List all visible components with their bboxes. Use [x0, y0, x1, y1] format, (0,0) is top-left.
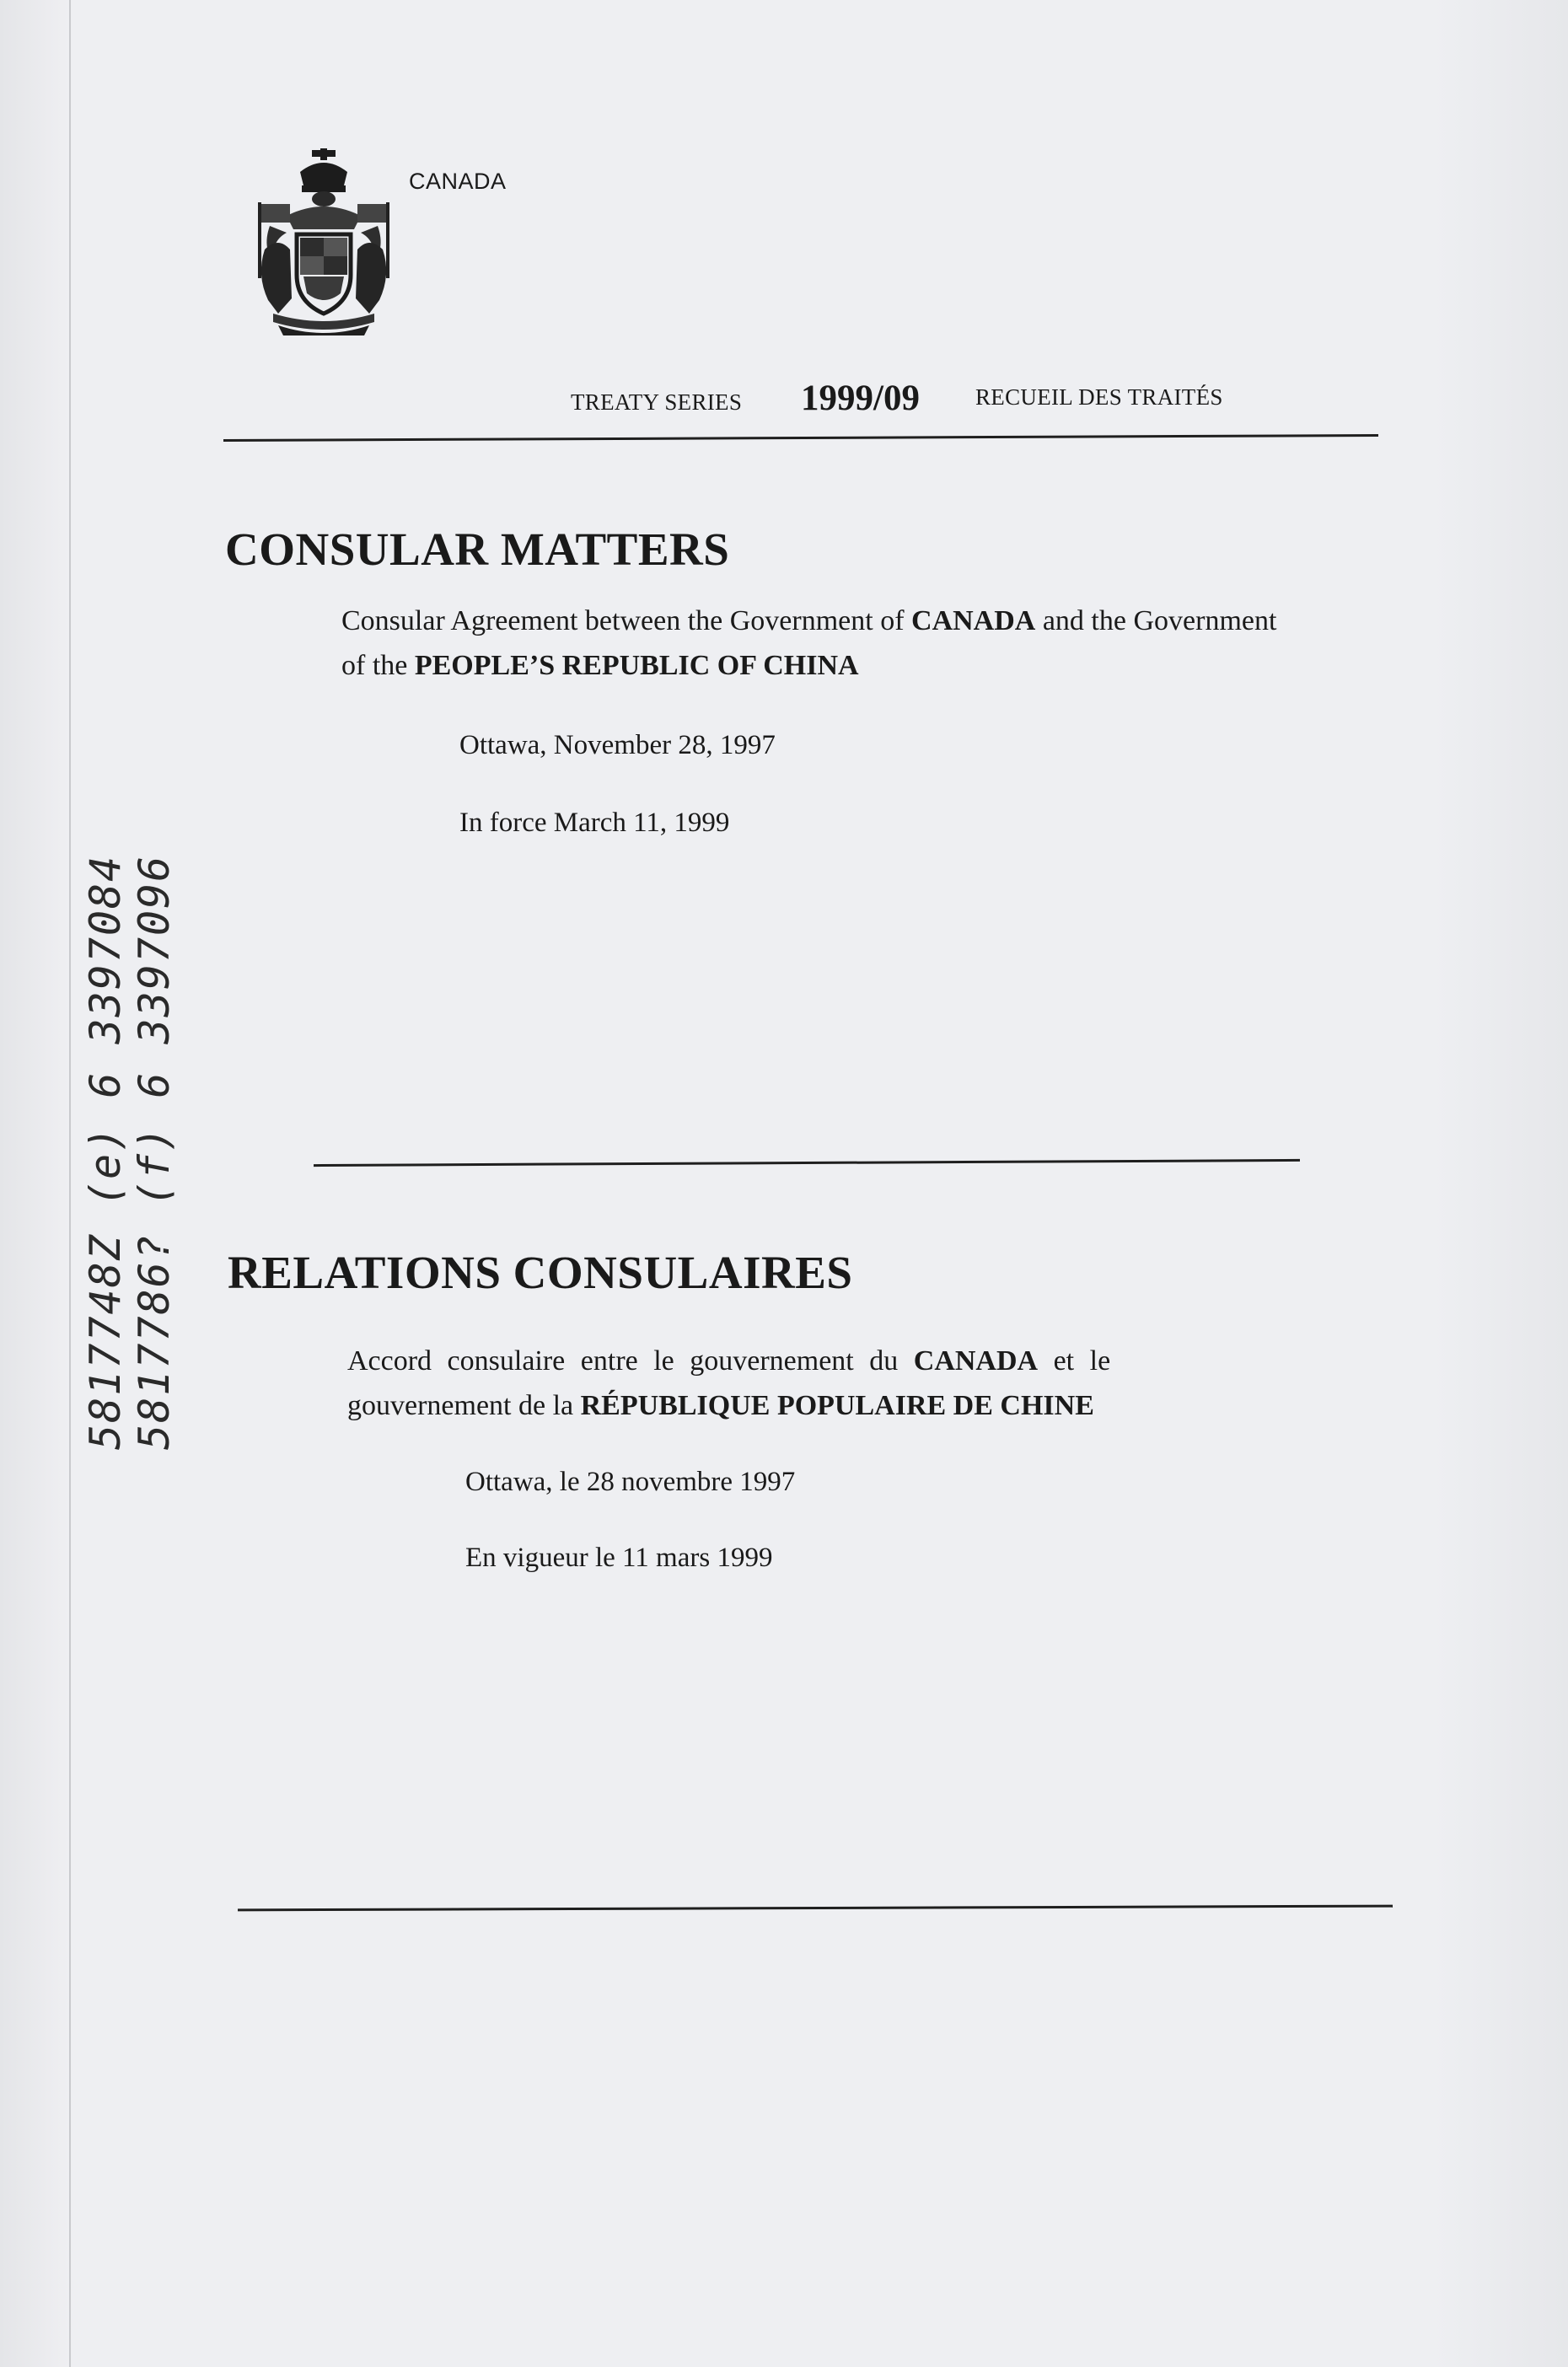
french-signed-date: Ottawa, le 28 novembre 1997	[465, 1467, 796, 1497]
english-signed-date: Ottawa, November 28, 1997	[459, 730, 776, 760]
english-description-line-2: of the PEOPLE’S REPUBLIC OF CHINA	[341, 650, 859, 681]
header-rule	[223, 434, 1378, 442]
canada-coat-of-arms-icon	[253, 148, 395, 338]
footer-rule	[238, 1905, 1393, 1912]
english-heading: CONSULAR MATTERS	[225, 523, 730, 575]
margin-note-line-2: 5817786? (f) 6 3397096	[130, 854, 179, 1450]
english-description	[341, 598, 1276, 688]
french-heading: RELATIONS CONSULAIRES	[228, 1247, 853, 1298]
country-label: CANADA	[409, 169, 507, 194]
english-description-line-1: Consular Agreement between the Government of CANADA and the Government	[341, 605, 1277, 636]
section-divider	[314, 1159, 1300, 1167]
french-in-force-date: En vigueur le 11 mars 1999	[465, 1543, 773, 1573]
handwritten-margin-notes	[81, 855, 179, 1450]
series-number: 1999/09	[801, 378, 920, 418]
margin-note-line-1: 5817748Z (e) 6 3397084	[81, 854, 130, 1450]
series-label-fr: RECUEIL DES TRAITÉS	[975, 384, 1223, 410]
english-in-force-date: In force March 11, 1999	[459, 808, 730, 838]
french-description-line-1: Accord consulaire entre le gouvernement du CANADA et le	[347, 1345, 1111, 1377]
page-binding-edge	[0, 0, 71, 2367]
treaty-series-line	[571, 378, 1380, 420]
series-label-en: TREATY SERIES	[571, 389, 743, 415]
french-description	[347, 1339, 1110, 1428]
french-description-line-2: gouvernement de la RÉPUBLIQUE POPULAIRE DE CHINE	[347, 1390, 1094, 1421]
